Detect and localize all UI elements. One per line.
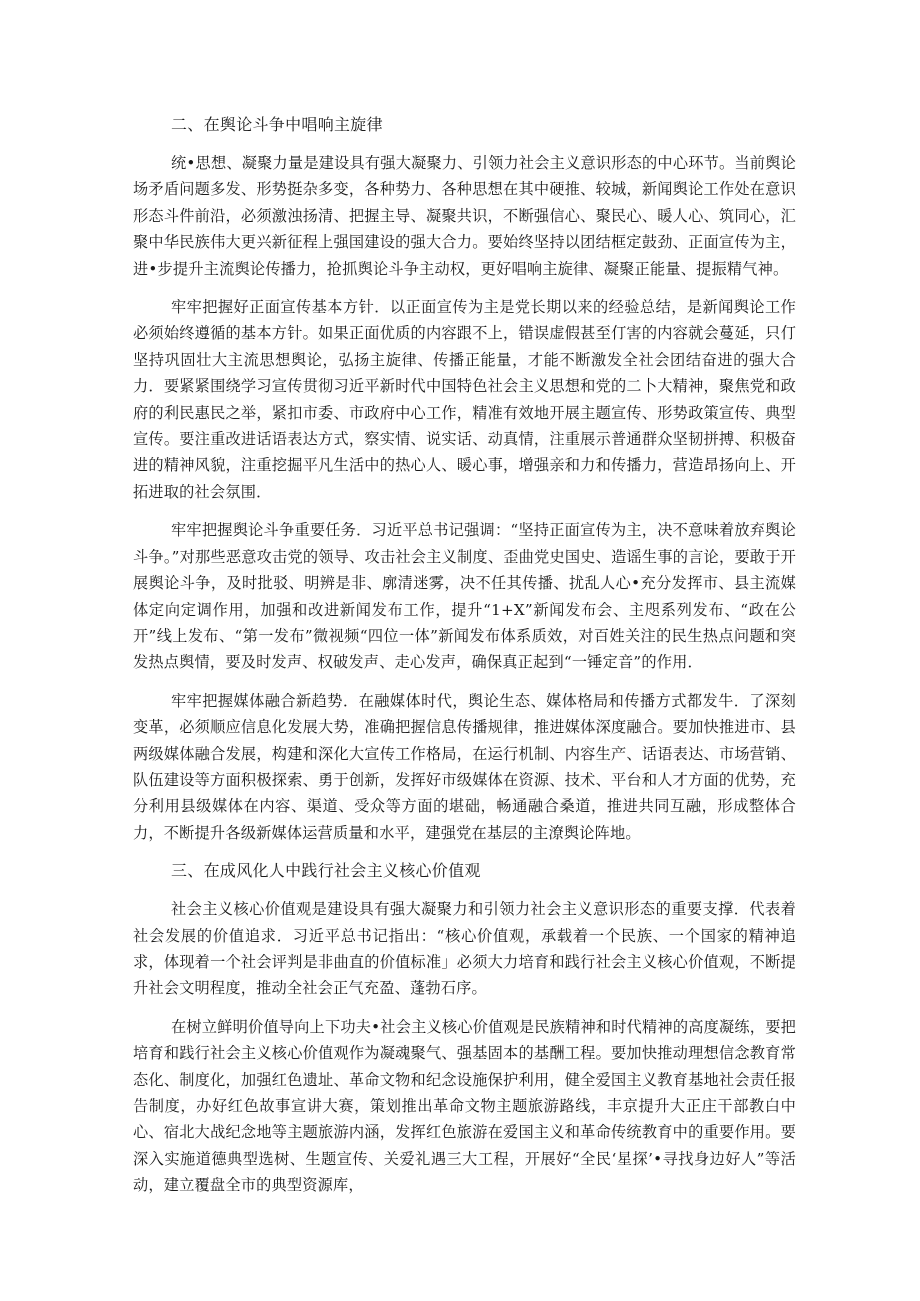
section-two [133, 112, 796, 846]
paragraph: 在树立鲜明价值导向上下功夫•社会主义核心价值观是民族精神和时代精神的高度凝练，要把培育和践行社会主义核心价值观作为凝魂聚气、强基固本的基酬工程。要加快推动理想信念教育常态化、制度化，加强红色遗址、革命文物和纪念设施保护利用，健全爱国主义教育基地社会责任报告制度，办好红色故事宣讲大赛，策划推出革命文物主题旅游路线，丰京提升大正庄干部教白中心、宿北大战纪念地等主题旅游内涵，发挥红色旅游在爱国主义和革命传统教育中的重要作用。要深入实施道德典型选树、生题宣传、关爱礼遇三大工程，开展好“全民‘星探’•寻找身边好人”等活动，建立覆盘全市的典型资源库， [133, 1017, 796, 1195]
section-three [133, 858, 796, 1198]
section-heading: 三、在成风化人中践行社会主义核心价值观 [171, 861, 481, 881]
paragraph: 牢牢把握舆论斗争重要任务．习近平总书记强调：“坚持正面宣传为主，决不意味着放弃舆论斗争。”对那些恶意攻击党的领导、攻击社会主义制度、歪曲党史国史、造谣生事的言论，要敢于开展舆论斗争，及时批驳、明辨是非、廓清迷雾，决不任其传播、扰乱人心•充分发挥市、县主流媒体定向定调作用，加强和改进新闻发布工作，提升“1+X”新闻发布会、主咫系列发布、“政在公开”线上发布、“第一发布”微视频“四位一体”新闻发布体系质效，对百姓关注的民生热点问题和突发热点舆情，要及时发声、权破发声、走心发声，确保真正起到“一锤定音”的作用． [133, 521, 796, 672]
section-heading: 二、在舆论斗争中唱响主旋律 [171, 115, 383, 134]
document-page [133, 112, 796, 1211]
paragraph: 统•思想、凝聚力量是建设具有强大凝聚力、引领力社会主义意识形态的中心环节。当前舆论场矛盾问题多发、形势挺杂多变，各种势力、各种思想在其中硬推、较城，新闻舆论工作处在意识形态斗件前沿，必须激浊扬清、把握主导、凝聚共识，不断强信心、聚民心、暖人心、筑同心，汇聚中华民族伟大更兴新征程上强国建设的强大合力。要始终坚持以团结框定鼓劲、正面宣传为主，进•步提升主流舆论传播力，抢抓舆论斗争主动权，更好唱响主旋律、凝聚正能量、提振精气神。 [133, 154, 796, 278]
paragraph: 牢牢把握好正面宣传基本方针．以正面宣传为主是党长期以来的经验总结，是新闻舆论工作必须始终遵循的基本方针。如果正面优质的内容跟不上，错误虚假甚至仃害的内容就会蔓延，只仃坚持巩固壮大主流思想舆论，弘扬主旋律、传播正能量，才能不断激发全社会团结奋进的强大合力．要紧紧围绕学习宣传贯彻习近平新时代中国特色社会主义思想和党的二卜大精神，聚焦党和政府的利民惠民之举，紧扣市委、市政府中心工作，精准有效地开展主题宣传、形势政策宣传、典型宣传。要注重改进话语表达方式，察实情、说实话、动真情，注重展示普通群众坚韧拼搏、积极奋进的精神风貌，注重挖掘平凡生活中的热心人、暖心事，增强亲和力和传播力，营造昂扬向上、开拓进取的社会氛围． [133, 298, 796, 501]
paragraph: 社会主义核心价值观是建设具有强大凝聚力和引领力社会主义意识形态的重要支撑．代表着社会发展的价值追求．习近平总书记指出：“核心价值观，承载着一个民族、一个国家的精神追求，体现着一个社会评判是非曲直的价值标准」必须大力培育和践行社会主义核心价值观，不断提升社会文明程度，推动全社会正气充盈、蓬勃石序。 [133, 900, 796, 998]
paragraph: 牢牢把握媒体融合新趋势．在融媒体时代，舆论生态、媒体格局和传播方式都发牛．了深刻变革，必须顺应信息化发展大势，准确把握信息传播规律，推进媒体深度融合。要加快推进市、县两级媒体融合发展，构建和深化大宣传工作格局，在运行机制、内容生产、话语表达、市场营销、队伍建设等方面积极探索、勇于创新，发挥好市级媒体在资源、技术、平台和人才方面的优势，充分利用县级媒体在内容、渠道、受众等方面的堪础，畅通融合桑道，推进共同互融，形成整体合力，不断提升各级新媒体运营质量和水平，建强党在基层的主潦舆论阵地。 [133, 691, 796, 842]
